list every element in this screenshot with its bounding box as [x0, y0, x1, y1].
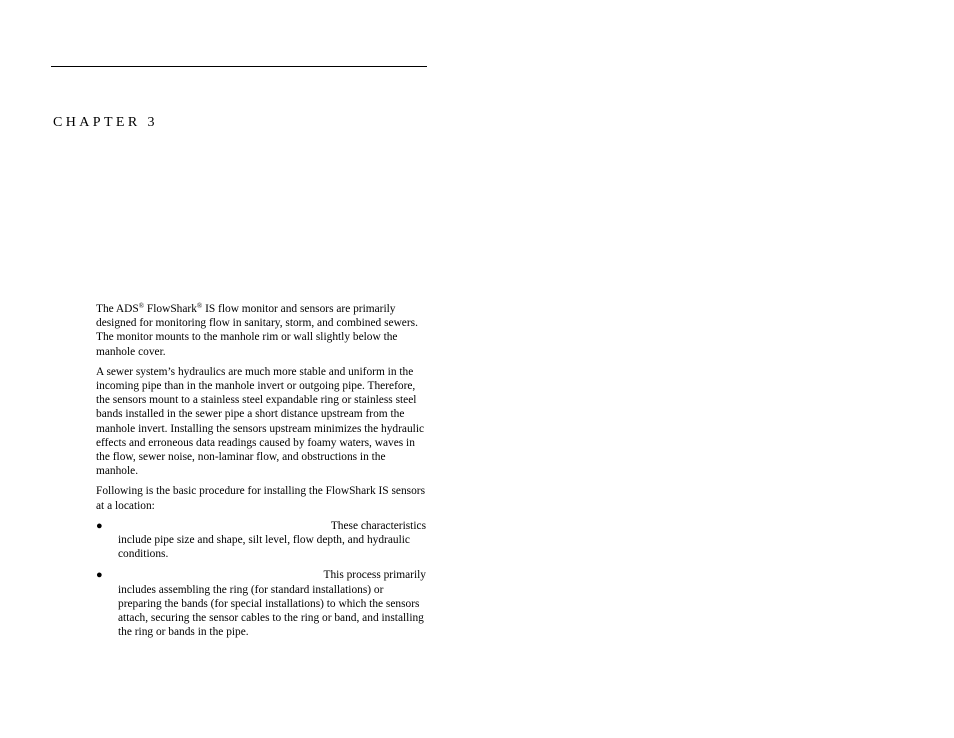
chapter-heading: CHAPTER 3 — [53, 115, 158, 130]
bullet-icon: ● — [96, 569, 103, 582]
hydraulics-paragraph: A sewer system’s hydraulics are much more stable and uniform in the incoming pipe than in the manhole invert or outgoing pipe. Therefore, the sensors mount to a stainless steel expandable ring or stainless steel bands installed in the sewer pipe a short distance upstream from the manhole invert. Installing the sensors upstream minimizes the hydraulic effects and erroneous data readings caused by foamy waters, waves in the flow, sewer noise, non-laminar flow, and obstructions in the manhole. — [96, 365, 425, 478]
brand-flowshark: FlowShark — [144, 303, 197, 315]
bullet-text: includes assembling the ring (for standard installations) or preparing the bands (for special installations) to which the sensors attach, securing the sensor cables to the ring or band, and installing the ring or bands in the pipe. — [118, 583, 424, 639]
list-item — [96, 519, 426, 562]
registered-mark: ® — [138, 302, 145, 310]
list-item — [96, 568, 426, 639]
bullet-lead-text: This process primarily — [323, 569, 426, 582]
intro-paragraph — [96, 302, 426, 359]
brand-ads: The ADS — [96, 303, 139, 315]
intro-text: IS flow monitor and sensors are primarily designed for monitoring flow in sanitary, storm, and combined sewers. The monitor mounts to the manhole rim or wall slightly below the manhole cover. — [96, 303, 418, 358]
registered-mark: ® — [196, 302, 203, 310]
bullet-icon: ● — [96, 519, 103, 532]
bullet-lead-text: These characteristics — [330, 519, 426, 532]
header-rule — [51, 66, 427, 67]
procedure-intro: Following is the basic procedure for installing the FlowShark IS sensors at a location: — [96, 485, 426, 512]
bullet-text: include pipe size and shape, silt level, flow depth, and hydraulic conditions. — [118, 534, 410, 561]
chapter-body — [96, 302, 426, 646]
